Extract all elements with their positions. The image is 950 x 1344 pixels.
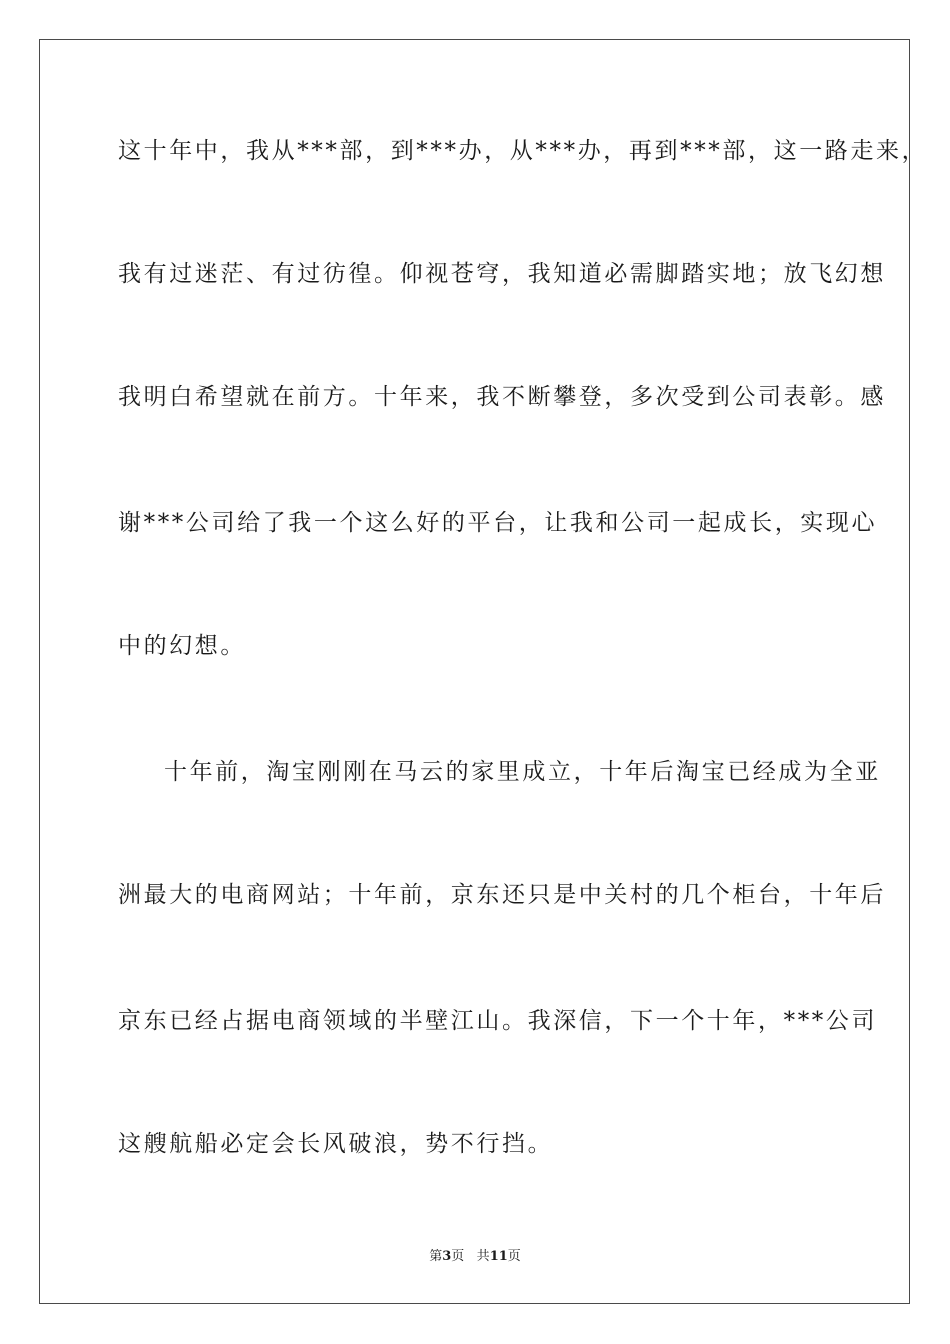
page-footer xyxy=(0,1248,950,1266)
paragraph-line-7: 洲最大的电商网站；十年前，京东还只是中关村的几个柜台，十年后 xyxy=(118,882,886,908)
paragraph-line-2: 我有过迷茫、有过彷徨。仰视苍穹，我知道必需脚踏实地；放飞幻想 xyxy=(118,261,886,287)
total-pages: 11 xyxy=(489,1249,508,1264)
page-prefix: 第 xyxy=(429,1249,443,1264)
page-border xyxy=(39,39,928,1304)
total-suffix: 页 xyxy=(507,1249,521,1264)
paragraph-line-4: 谢***公司给了我一个这么好的平台，让我和公司一起成长，实现心 xyxy=(118,510,878,536)
page-suffix: 页 xyxy=(451,1249,465,1264)
paragraph-line-8: 京东已经占据电商领域的半壁江山。我深信，下一个十年，***公司 xyxy=(118,1008,878,1034)
paragraph-line-9: 这艘航船必定会长风破浪，势不行挡。 xyxy=(118,1131,554,1157)
total-prefix: 共 xyxy=(476,1249,490,1264)
paragraph-line-6: 十年前，淘宝刚刚在马云的家里成立，十年后淘宝已经成为全亚 xyxy=(164,759,881,785)
paragraph-line-5: 中的幻想。 xyxy=(118,633,246,659)
paragraph-line-3: 我明白希望就在前方。十年来，我不断攀登，多次受到公司表彰。感 xyxy=(118,384,886,410)
page-number: 3 xyxy=(442,1249,452,1264)
paragraph-line-1: 这十年中，我从***部，到***办，从***办，再到***部，这一路走来， xyxy=(118,138,928,164)
